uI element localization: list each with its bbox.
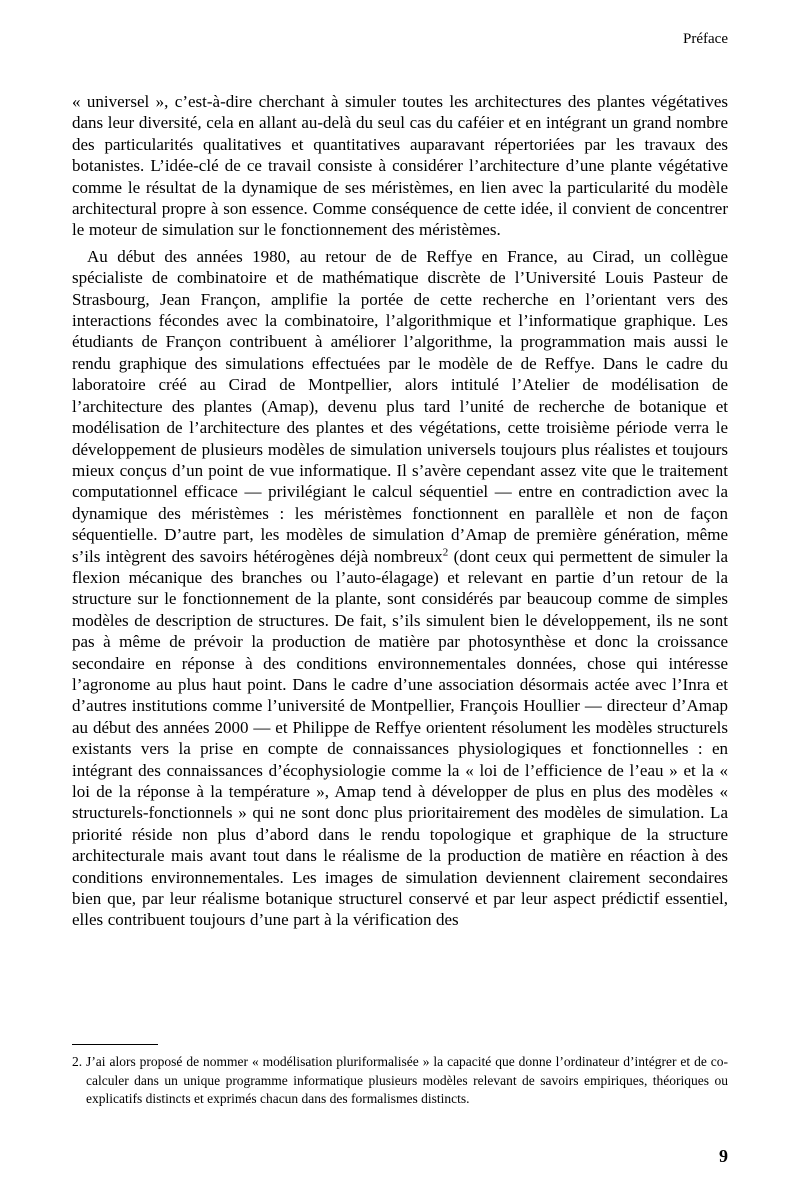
footnote-area xyxy=(72,1044,728,1109)
page-body xyxy=(72,91,728,931)
footnote-2: 2. J’ai alors proposé de nommer « modélisation pluriformalisée » la capacité que donne l’ordinateur d’intégrer et de co-calculer dans un unique programme informatique plusieurs modèles relevant de savoirs empiriques, théoriques ou explicatifs distincts et exprimés chacun dans des formalismes distincts. xyxy=(72,1054,728,1106)
paragraph-text-before-note: Au début des années 1980, au retour de de Reffye en France, au Cirad, un collègue spécialiste de combinatoire et de mathématique discrète de l’Université Louis Pasteur de Strasbourg, Jean Françon, amplifie la portée de cette recherche en l’orientant vers des interactions fécondes avec la combinatoire, l’algorithmique et l’informatique graphique. Les étudiants de Françon contribuent à améliorer l’algorithme, la programmation mais aussi le rendu graphique des simulations effectuées par le modèle de de Reffye. Dans le cadre du laboratoire créé au Cirad de Montpellier, alors intitulé l’Atelier de modélisation de l’architecture des plantes (Amap), devenu plus tard l’unité de recherche de botanique et modélisation de l’architecture des plantes et des végétations, cette troisième période verra le développement de plusieurs modèles de simulation universels toujours plus réalistes et toujours mieux conçus d’un point de vue informatique. Il s’avère cependant assez vite que le traitement computationnel efficace — privilégiant le calcul séquentiel — entre en contradiction avec la dynamique des méristèmes : les méristèmes fonctionnent en parallèle et non de façon séquentielle. D’autre part, les modèles de simulation d’Amap de première génération, même s’ils intègrent des savoirs hétérogènes déjà nombreux xyxy=(72,246,728,566)
page-number: 9 xyxy=(719,1146,728,1166)
running-title: Préface xyxy=(683,31,728,47)
paragraph-annees-1980 xyxy=(72,246,728,931)
paragraph-text-after-note: (dont ceux qui permettent de simuler la flexion mécanique des branches ou l’auto-élagage) et relevant en partie d’un retour de la structure sur le fonctionnement de la plante, sont considérés par beaucoup comme de simples modèles de description de structures. De fait, s’ils simulent bien le développement, ils ne sont pas à même de prévoir la production de matière par photosynthèse et donc la croissance secondaire en réponse à des conditions environnementales données, chose qui intéresse l’agronome au plus haut point. Dans le cadre d’une association désormais actée avec l’Inra et d’autres institutions comme l’université de Montpellier, François Houllier — directeur d’Amap au début des années 2000 — et Philippe de Reffye orientent résolument les modèles structurels existants vers la prise en compte de connaissances physiologiques et fonctionnelles : en intégrant des connaissances d’écophysiologie comme la « loi de l’efficience de l’eau » et la « loi de la réponse à la température », Amap tend à développer de plus en plus des modèles « structurels-fonctionnels » qui ne sont donc plus prioritairement des modèles de simulation. La priorité réside non plus d’abord dans le rendu topologique et graphique de la structure architecturale mais avant tout dans le réalisme de la production de matière en réaction à des conditions environnementales. Les images de simulation deviennent clairement secondaires bien que, par leur réalisme botanique structurel conservé et par leur aspect prédictif essentiel, elles contribuent toujours d’une part à la vérification des xyxy=(72,546,728,930)
footnote-reference-2: 2 xyxy=(442,545,449,558)
running-header xyxy=(72,30,728,49)
paragraph-universel: « universel », c’est-à-dire cherchant à simuler toutes les architectures des plantes végétatives dans leur diversité, cela en allant au-delà du seul cas du caféier et en intégrant un grand nombre des particularités qualitatives et quantitatives auparavant répertoriées par les travaux des botanistes. L’idée-clé de ce travail consiste à considérer l’architecture d’une plante végétative comme le résultat de la dynamique de ses méristèmes, en lien avec la particularité du modèle architectural propre à son essence. Comme conséquence de cette idée, il convient de concentrer le moteur de simulation sur le fonctionnement des méristèmes. xyxy=(72,92,728,240)
footnote-separator xyxy=(72,1044,158,1045)
